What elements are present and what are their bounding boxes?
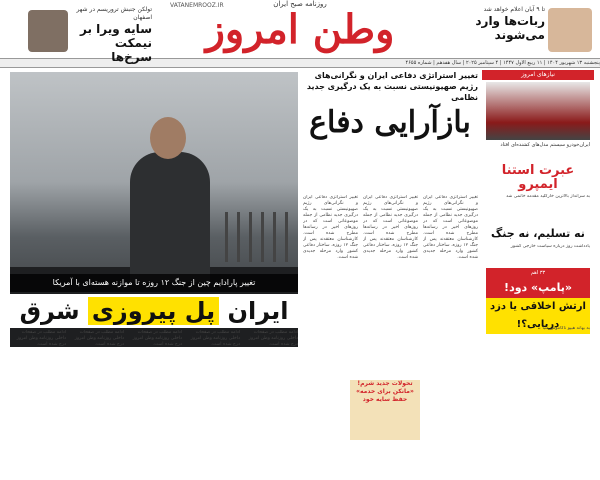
- photo-caption: تغییر پارادایم چین از جنگ ۱۲ روزه تا موازنه هسته‌ای با آمریکا: [10, 274, 298, 292]
- center-col-2: تغییر استراتژی دفاعی ایران و نگرانی‌های رژیم صهیونیستی نسبت به یک درگیری جدید نظامی از جمله موضوعاتی است که در روزهای اخیر در رسانه‌ها مطرح شده است. کارشناسان معتقدند پس از جنگ ۱۲ روزه، ساختار دفاعی کشور وارد مرحله جدیدی شده است.: [363, 195, 418, 260]
- person-shape: [130, 152, 210, 282]
- left-teaser[interactable]: [72, 6, 152, 64]
- headline-part-b: پل پیروزی: [88, 297, 219, 325]
- right-teaser-small: تا ۹ آبان اعلام خواهد شد: [483, 6, 545, 13]
- left-teaser-big: سایه ویرا بر نیمکت سرخ‌ها: [80, 22, 152, 64]
- main-headline[interactable]: [10, 294, 298, 328]
- left-teaser-small: تولکن جنبش تروریسم در شهر اصفهان: [76, 6, 152, 21]
- highlight-box[interactable]: تحولات جدید شرم! «مانکن برای خدمه» حفظ سایه خود: [350, 380, 420, 440]
- sidebar-body-1: به سرانداز بالاترین خارکلید مقدمه خاتمی شد: [506, 194, 590, 199]
- sidebar-caption: ایران‌خودرو سیستم مدل‌های کشنده‌ای افتاد: [500, 142, 590, 148]
- masthead-url: VATANEMROOZ.IR: [170, 2, 224, 9]
- microphones: [225, 212, 295, 262]
- sidebar-headline-1[interactable]: عبرت استنا ایمپرو: [501, 163, 575, 192]
- sidebar-headline-2[interactable]: نه تسلیم، نه جنگ: [491, 227, 585, 240]
- headline-part-a: ایران: [227, 297, 289, 325]
- center-col-3: تغییر استراتژی دفاعی ایران و نگرانی‌های رژیم صهیونیستی نسبت به یک درگیری جدید نظامی از جمله موضوعاتی است که در روزهای اخیر در رسانه‌ها مطرح شده است. کارشناسان معتقدند پس از جنگ ۱۲ روزه، ساختار دفاعی کشور وارد مرحله جدیدی شده است.: [303, 195, 358, 260]
- headline-part-c: شرق: [19, 297, 80, 325]
- sidebar-body-3: به بهانه هیپو ناکاموس دنیا: [542, 326, 590, 331]
- sidebar-photo: [486, 82, 590, 140]
- teaser-photo-right: [548, 8, 592, 52]
- bottom-col-2: ادامه مطلب در صفحات داخلی روزنامه وطن امروز درج شده است.: [190, 330, 240, 347]
- teaser-photo-left: [28, 10, 68, 52]
- masthead-subtitle: روزنامه صبح ایران: [273, 0, 327, 8]
- bottom-col-3: ادامه مطلب در صفحات داخلی روزنامه وطن امروز درج شده است.: [132, 330, 182, 347]
- sidebar-tag: نیازهای امروز: [482, 70, 594, 80]
- sidebar-body-2: یادداشت روز درباره سیاست خارجی کشور: [510, 244, 590, 249]
- center-headline[interactable]: بازآرایی دفاع: [309, 105, 471, 140]
- head-shape: [150, 117, 186, 159]
- center-col-1: تغییر استراتژی دفاعی ایران و نگرانی‌های رژیم صهیونیستی نسبت به یک درگیری جدید نظامی از جمله موضوعاتی است که در روزهای اخیر در رسانه‌ها مطرح شده است. کارشناسان معتقدند پس از جنگ ۱۲ روزه، ساختار دفاعی کشور وارد مرحله جدیدی شده است.: [423, 195, 478, 260]
- bottom-col-5: ادامه مطلب در صفحات داخلی روزنامه وطن امروز درج شده است.: [16, 330, 66, 347]
- bottom-col-1: ادامه مطلب در صفحات داخلی روزنامه وطن امروز درج شده است.: [248, 330, 298, 347]
- right-teaser[interactable]: [450, 6, 545, 56]
- bottom-col-4: ادامه مطلب در صفحات داخلی روزنامه وطن امروز درج شده است.: [74, 330, 124, 347]
- banner-small: ۳۳ اهم: [530, 270, 546, 276]
- date-bar: پنجشنبه ۱۳ شهریور ۱۴۰۴ | ۱۱ ربیع الاول ۱۴۴۷ | ۴ سپتامبر ۲۰۲۵ | سال هفدهم | شماره ۴۶۵۵: [0, 58, 600, 68]
- masthead-title: وطن امروز: [205, 6, 395, 53]
- banner-yellow: ارتش اخلاقی یا دزد دریایی؟!: [486, 298, 590, 334]
- center-subhead: تغییر استراتژی دفاعی ایران و نگرانی‌های رژیم صهیونیستی نسبت به یک درگیری جدید نظامی: [306, 71, 478, 102]
- banner-big: «پامپ» دود!: [504, 281, 572, 294]
- bottom-columns: [10, 330, 298, 475]
- right-teaser-big: ربات‌ها وارد می‌شوند: [475, 14, 545, 42]
